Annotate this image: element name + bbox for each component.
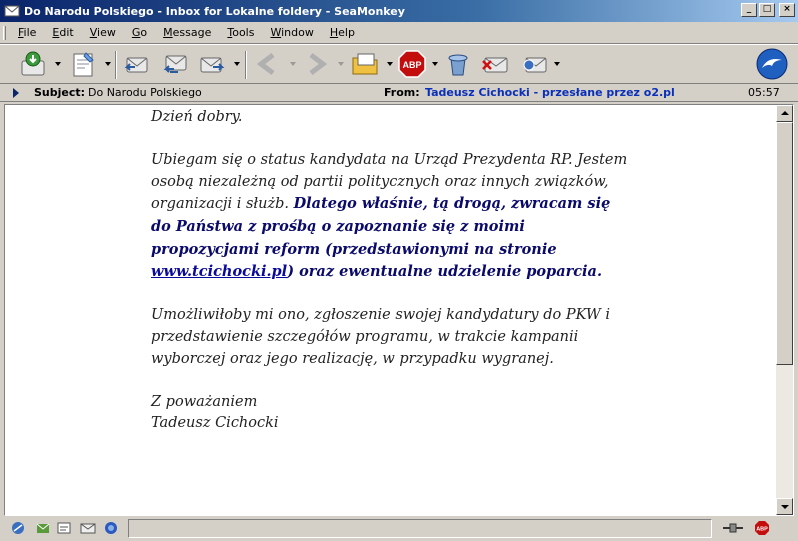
window-title: Do Narodu Polskiego - Inbox for Lokalne foldery - SeaMonkey	[24, 4, 405, 18]
get-mail-dropdown[interactable]	[55, 62, 61, 66]
menu-edit[interactable]: Edit	[52, 26, 74, 39]
mark-icon[interactable]	[519, 49, 549, 79]
status-bar	[0, 517, 798, 541]
menu-message[interactable]: Message	[163, 26, 212, 39]
paragraph-2: Umożliwiłoby mi ono, zgłoszenie swojej kandydatury do PKW i przedstawienie szczegółów programu, w trakcie kampanii wyborczej oraz jego realizację, w przypadku wygranej.	[151, 307, 611, 367]
message-body	[151, 107, 631, 435]
adblock-status-label: ABP	[756, 526, 768, 533]
compose-dropdown[interactable]	[105, 62, 111, 66]
status-text	[128, 519, 712, 538]
mail-status-icon[interactable]	[35, 520, 51, 536]
file-dropdown[interactable]	[387, 62, 393, 66]
scroll-down-button[interactable]	[776, 498, 793, 515]
vertical-scrollbar[interactable]	[776, 105, 793, 515]
forward-icon[interactable]	[197, 49, 227, 79]
adblock-label: ABP	[402, 60, 422, 70]
adblock-icon[interactable]	[397, 49, 427, 79]
forward-nav-dropdown[interactable]	[338, 62, 344, 66]
subject-label: Subject:	[34, 86, 86, 99]
globe-icon[interactable]	[103, 520, 119, 536]
menu-bar	[0, 22, 798, 44]
forward-nav-icon[interactable]	[301, 49, 331, 79]
paragraph-1	[151, 150, 631, 284]
scroll-thumb[interactable]	[776, 122, 793, 365]
message-pane[interactable]	[4, 104, 794, 516]
composer-icon[interactable]	[56, 520, 72, 536]
toolbar-separator-2	[245, 51, 247, 79]
get-mail-icon[interactable]	[18, 49, 48, 79]
menu-tools[interactable]: Tools	[227, 26, 255, 39]
minimize-button[interactable]: _	[741, 3, 757, 17]
menu-help[interactable]: Help	[329, 26, 355, 39]
forward-dropdown[interactable]	[234, 62, 240, 66]
closing: Z poważaniem	[151, 393, 258, 410]
online-status-icon[interactable]	[722, 520, 744, 536]
website-link[interactable]: www.tcichocki.pl	[151, 263, 288, 281]
greeting: Dzień dobry.	[151, 109, 243, 125]
toolbar-separator	[115, 51, 117, 79]
mail-app-icon	[4, 3, 20, 19]
maximize-button[interactable]: □	[759, 3, 775, 17]
from-label: From:	[384, 86, 420, 99]
menu-go[interactable]: Go	[131, 26, 148, 39]
paragraph-1-text: Ubiegam się o status kandydata na Urząd Prezydenta RP. Jestem osobą niezależną od partii politycznych oraz innych związków, organizacji i służb.	[151, 152, 628, 213]
paragraph-1-bold: Dlatego właśnie, tą drogą, zwracam się do Państwa z prośbą o zapoznanie się z moimi propozycjami reform (przedstawionymi na stronie	[151, 195, 611, 258]
menu-file[interactable]: File	[18, 26, 37, 39]
delete-icon[interactable]	[480, 49, 510, 79]
menu-window[interactable]: Window	[270, 26, 314, 39]
back-dropdown[interactable]	[290, 62, 296, 66]
envelope-icon[interactable]	[80, 520, 96, 536]
menubar-grip[interactable]	[3, 26, 6, 40]
window-controls	[741, 3, 795, 17]
message-header	[0, 84, 798, 102]
back-icon[interactable]	[253, 49, 283, 79]
header-toggle-icon[interactable]	[13, 88, 19, 98]
title-bar[interactable]	[0, 0, 798, 22]
menu-view[interactable]: View	[89, 26, 116, 39]
file-icon[interactable]	[350, 49, 380, 79]
reply-all-icon[interactable]	[160, 49, 190, 79]
reply-icon[interactable]	[121, 49, 151, 79]
compose-icon[interactable]	[68, 49, 98, 79]
scroll-up-button[interactable]	[776, 105, 793, 122]
message-time: 05:57	[748, 86, 780, 99]
subject-value: Do Narodu Polskiego	[88, 86, 202, 99]
adblock-dropdown[interactable]	[432, 62, 438, 66]
adblock-status-icon[interactable]	[754, 520, 770, 536]
from-value[interactable]: Tadeusz Cichocki - przesłane przez o2.pl	[425, 86, 675, 99]
paragraph-1-bold-end: ) oraz ewentualne udzielenie poparcia.	[287, 263, 603, 281]
main-toolbar	[0, 44, 798, 84]
close-button[interactable]: ×	[779, 3, 795, 17]
signature: Tadeusz Cichocki	[151, 415, 279, 432]
junk-icon[interactable]	[443, 49, 473, 79]
mark-dropdown[interactable]	[554, 62, 560, 66]
navigator-icon[interactable]	[10, 520, 26, 536]
seamonkey-logo[interactable]	[756, 48, 788, 80]
